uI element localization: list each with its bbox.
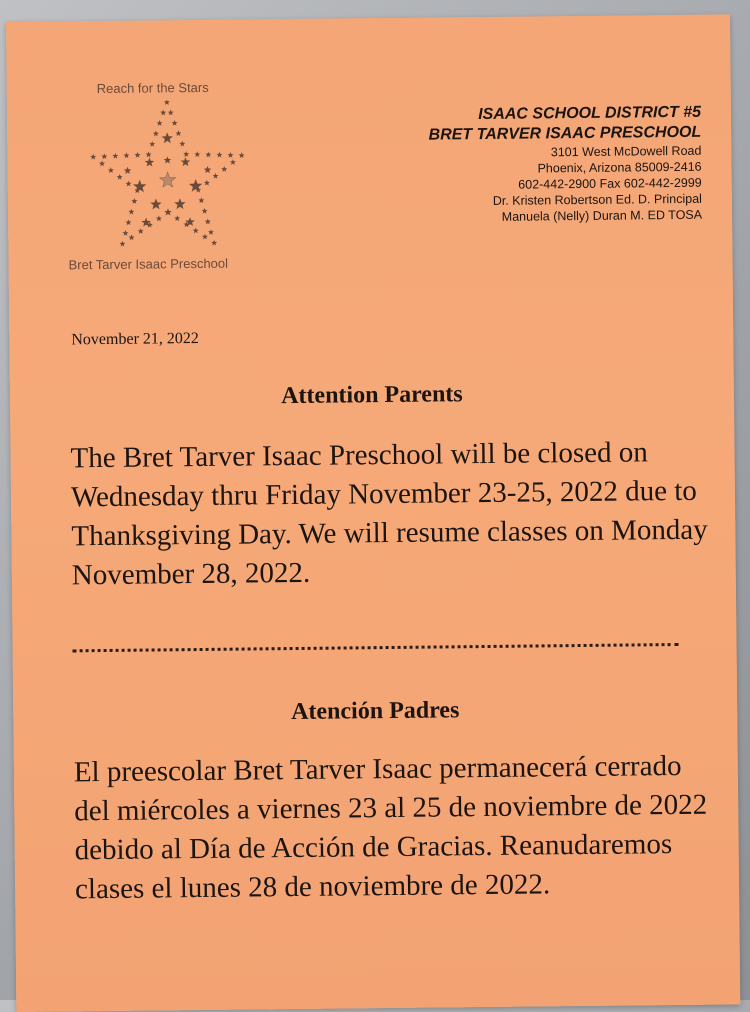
address-line-1: 3101 West McDowell Road (550, 143, 702, 160)
school-logo (67, 77, 269, 279)
principal-name: Dr. Kristen Robertson Ed. D. Principal (492, 191, 702, 208)
district-name: ISAAC SCHOOL DISTRICT #5 (478, 103, 702, 124)
english-body: The Bret Tarver Isaac Preschool will be closed on Wednesday thru Friday November 23-25, 2022 due to Thanksgiving Day. We will resume classes on Monday November 28, 2022. (70, 436, 708, 592)
dotted-divider (73, 643, 679, 652)
tosa-name: Manuela (Nelly) Duran M. ED TOSA (501, 207, 703, 224)
notice-sheet (6, 14, 740, 1012)
phone-fax: 602-442-2900 Fax 602-442-2999 (518, 175, 702, 192)
star-of-stars-icon (79, 99, 257, 257)
district-header (428, 103, 702, 226)
notice-date: November 21, 2022 (71, 329, 199, 349)
school-name: BRET TARVER ISAAC PRESCHOOL (428, 123, 702, 144)
logo-school-name: Bret Tarver Isaac Preschool (68, 255, 229, 273)
address-line-2: Phoenix, Arizona 85009-2416 (537, 159, 702, 176)
spanish-body: El preescolar Bret Tarver Isaac permanecerá cerrado del miércoles a viernes 23 al 25 de noviembre de 2022 debido al Día de Acción de Gracias. Reanudaremos clases el lunes 28 de noviembre de 2022. (73, 749, 708, 906)
spanish-heading: Atención Padres (290, 697, 460, 726)
logo-tagline: Reach for the Stars (96, 79, 209, 97)
english-heading: Attention Parents (281, 381, 463, 410)
